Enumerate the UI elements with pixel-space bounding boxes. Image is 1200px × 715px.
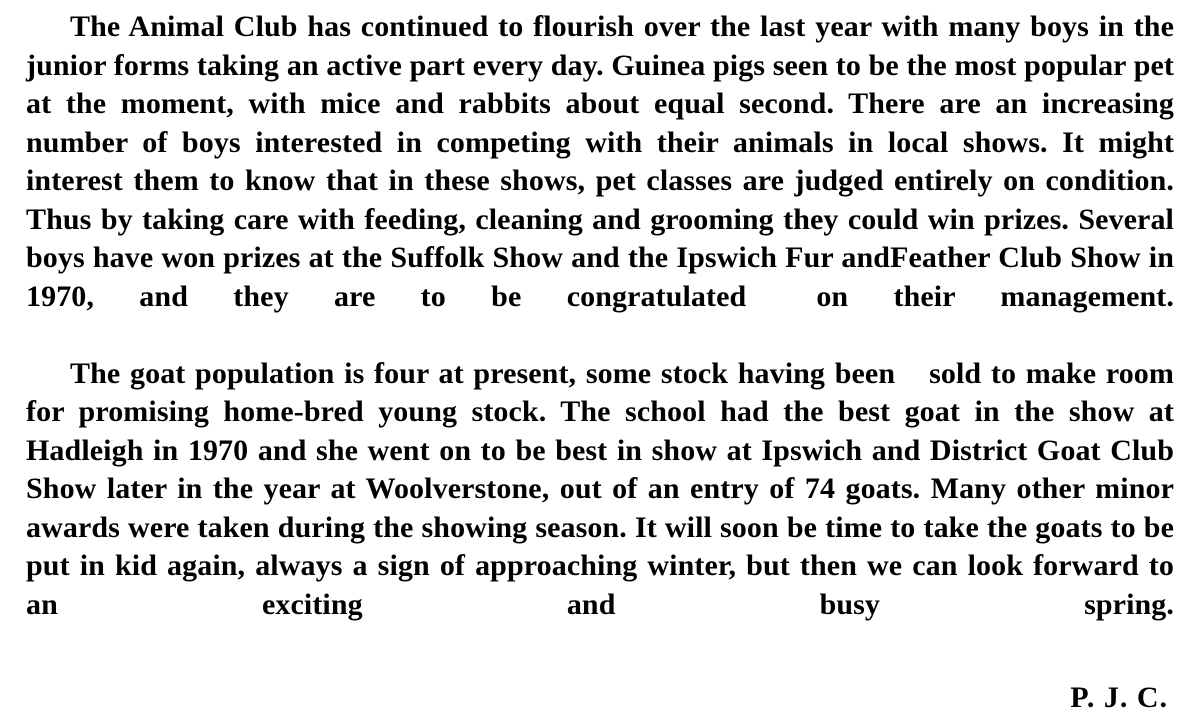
paragraph-animal-club (26, 8, 1174, 355)
paragraph-goat-population (26, 355, 1174, 663)
paragraph-goat-population-text-part-2: sold to make room for promising home-bred young stock. The school had the best goat in the show at Hadleigh in 1970 and she went on to be best in show at Ipswich and District Goat Club Show later in the year at Woolverstone, out of an entry of 74 goats. Many other minor awards were taken during the showing season. It will soon be time to take the goats to be put in kid again, always a sign of approaching winter, but then we can look forward to an exciting and busy spring. (26, 356, 1174, 621)
paragraph-animal-club-text-part-2: on their management. (816, 279, 1174, 313)
paragraph-goat-population-text-part-1: The goat population is four at present, some stock having been (70, 356, 896, 390)
author-initials: P. J. C. (1070, 680, 1168, 714)
paragraph-animal-club-text-part-1: The Animal Club has continued to flourish over the last year with many boys in the junior forms taking an active part every day. Guinea pigs seen to be the most popular pet at the moment, with mice and rabbits about equal second. There are an increasing number of boys interested in competing with their animals in local shows. It might interest them to know that in these shows, pet classes are judged entirely on condition. Thus by taking care with feeding, cleaning and grooming they could win prizes. Several boys have won prizes at the Suffolk Show and the Ipswich Fur andFeather Club Show in 1970, and they are to be congratulated (26, 10, 1174, 313)
